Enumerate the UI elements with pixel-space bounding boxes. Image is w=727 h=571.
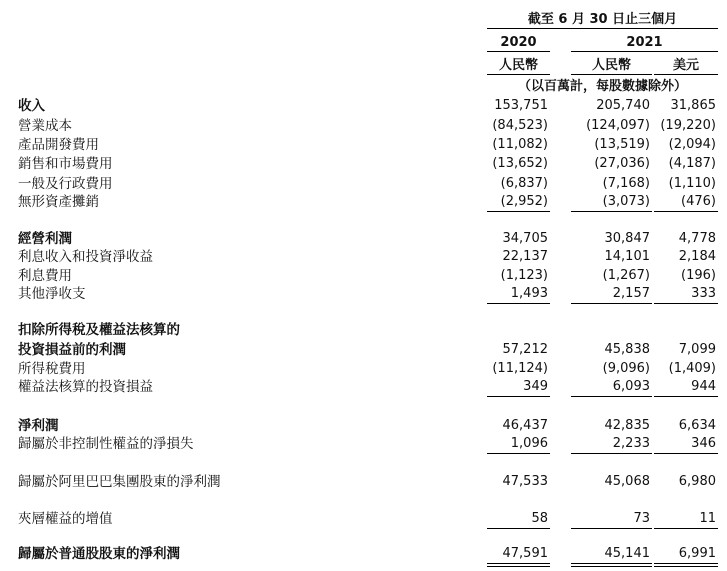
value-2021-rmb: 73 <box>633 511 650 526</box>
value-2021-usd: 2,184 <box>678 249 716 264</box>
row-label: 歸屬於普通股股東的淨利潤 <box>18 546 180 562</box>
value-2020: (6,837) <box>500 176 548 191</box>
value-2021-usd: (1,409) <box>668 361 716 376</box>
value-2021-usd: (476) <box>681 194 716 209</box>
row-label: 夾層權益的增值 <box>18 511 113 527</box>
total-double-rule <box>654 563 718 564</box>
currency-rmb-2021: 人民幣 <box>571 58 652 75</box>
value-2020: (1,123) <box>500 268 548 283</box>
row-label: 扣除所得稅及權益法核算的 <box>18 322 180 338</box>
value-2021-rmb: 45,838 <box>604 342 650 357</box>
value-2021-usd: (196) <box>681 268 716 283</box>
value-2021-rmb: 6,093 <box>612 379 650 394</box>
value-2020: 153,751 <box>494 98 548 113</box>
value-2020: 1,493 <box>510 286 548 301</box>
value-2021-rmb: 45,141 <box>604 546 650 561</box>
value-2021-rmb: 2,157 <box>612 286 650 301</box>
value-2021-rmb: 14,101 <box>604 249 650 264</box>
subtotal-rule <box>654 303 718 304</box>
row-label: 淨利潤 <box>18 418 59 434</box>
row-label: 經營利潤 <box>18 231 72 247</box>
year-2021-header: 2021 <box>571 35 718 52</box>
row-label: 營業成本 <box>18 118 72 134</box>
value-2020: 349 <box>523 379 548 394</box>
value-2021-rmb: (124,097) <box>586 118 650 133</box>
value-2021-usd: 4,778 <box>678 231 716 246</box>
row-label: 銷售和市場費用 <box>18 156 113 172</box>
value-2020: 1,096 <box>510 436 548 451</box>
value-2021-usd: 7,099 <box>678 342 716 357</box>
value-2020: 22,137 <box>502 249 548 264</box>
value-2021-usd: 6,980 <box>678 474 716 489</box>
value-2021-rmb: (13,519) <box>594 137 650 152</box>
row-label: 無形資產攤銷 <box>18 194 99 210</box>
total-double-rule <box>571 563 652 564</box>
value-2021-usd: (4,187) <box>668 156 716 171</box>
row-label: 歸屬於阿里巴巴集團股東的淨利潤 <box>18 474 221 490</box>
value-2020: (11,082) <box>492 137 548 152</box>
currency-usd-2021: 美元 <box>654 58 718 75</box>
subtotal-rule <box>571 396 652 397</box>
total-double-rule <box>571 566 652 567</box>
value-2021-usd: 346 <box>691 436 716 451</box>
row-label: 利息費用 <box>18 268 72 284</box>
value-2020: (84,523) <box>492 118 548 133</box>
value-2020: 46,437 <box>502 418 548 433</box>
value-2021-rmb: 45,068 <box>604 474 650 489</box>
row-label: 所得稅費用 <box>18 361 86 377</box>
row-label: 產品開發費用 <box>18 137 99 153</box>
value-2021-rmb: 205,740 <box>596 98 650 113</box>
value-2021-rmb: (7,168) <box>602 176 650 191</box>
value-2021-usd: 6,991 <box>678 546 716 561</box>
value-2020: (11,124) <box>492 361 548 376</box>
value-2020: 47,533 <box>502 474 548 489</box>
period-header: 截至 6 月 30 日止三個月 <box>487 12 718 29</box>
subtotal-rule <box>654 396 718 397</box>
value-2020: 58 <box>531 511 548 526</box>
row-label: 權益法核算的投資損益 <box>18 379 153 395</box>
total-double-rule <box>487 563 550 564</box>
value-2020: (13,652) <box>492 156 548 171</box>
value-2021-usd: (1,110) <box>668 176 716 191</box>
value-2020: 47,591 <box>502 546 548 561</box>
value-2020: 57,212 <box>502 342 548 357</box>
subtotal-rule <box>571 453 652 454</box>
subtotal-rule <box>654 528 718 529</box>
subtotal-rule <box>571 211 652 212</box>
value-2021-usd: 333 <box>691 286 716 301</box>
total-double-rule <box>654 566 718 567</box>
subtotal-rule <box>487 396 550 397</box>
row-label: 一般及行政費用 <box>18 176 113 192</box>
row-label: 投資損益前的利潤 <box>18 342 126 358</box>
value-2021-rmb: (3,073) <box>602 194 650 209</box>
value-2021-rmb: 30,847 <box>604 231 650 246</box>
value-2021-rmb: 42,835 <box>604 418 650 433</box>
subtotal-rule <box>571 528 652 529</box>
value-2021-rmb: (1,267) <box>602 268 650 283</box>
value-2021-rmb: 2,233 <box>612 436 650 451</box>
value-2021-usd: 11 <box>699 511 716 526</box>
total-double-rule <box>487 566 550 567</box>
subtotal-rule <box>487 528 550 529</box>
subtotal-rule <box>487 453 550 454</box>
value-2021-rmb: (27,036) <box>594 156 650 171</box>
unit-note: （以百萬計，每股數據除外） <box>517 79 687 94</box>
subtotal-rule <box>654 453 718 454</box>
value-2021-usd: (2,094) <box>668 137 716 152</box>
value-2020: (2,952) <box>500 194 548 209</box>
subtotal-rule <box>487 303 550 304</box>
row-label: 利息收入和投資淨收益 <box>18 249 153 265</box>
row-label: 其他淨收支 <box>18 286 86 302</box>
value-2020: 34,705 <box>502 231 548 246</box>
subtotal-rule <box>487 211 550 212</box>
row-label: 收入 <box>18 98 45 114</box>
currency-rmb-2020: 人民幣 <box>487 58 550 75</box>
value-2021-usd: 6,634 <box>678 418 716 433</box>
value-2021-usd: 31,865 <box>670 98 716 113</box>
row-label: 歸屬於非控制性權益的淨損失 <box>18 436 194 452</box>
value-2021-rmb: (9,096) <box>602 361 650 376</box>
subtotal-rule <box>654 211 718 212</box>
value-2021-usd: (19,220) <box>660 118 716 133</box>
subtotal-rule <box>571 303 652 304</box>
year-2020-header: 2020 <box>487 35 550 52</box>
value-2021-usd: 944 <box>691 379 716 394</box>
